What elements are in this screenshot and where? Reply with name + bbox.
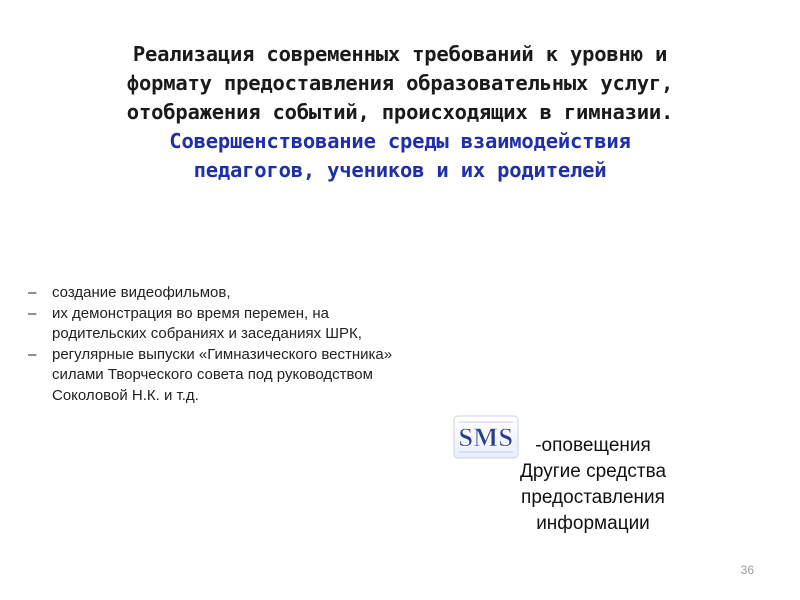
title-line-1: Реализация современных требований к уровню и [132,42,668,66]
sms-line-2: Другие средства [519,461,667,482]
sms-notice [500,433,686,537]
title-line-2: формату предоставления образовательных услуг, [126,71,674,95]
bullet-dash: – [28,284,37,301]
bullet-text: силами Творческого совета под руководством [52,366,373,383]
bullet-item [28,283,468,304]
bullet-text: создание видеофильмов, [52,284,231,301]
title-line-3: отображения событий, происходящих в гимназии. [126,100,674,124]
bullet-text: родительских собраниях и заседаниях ШРК, [52,325,362,342]
bullet-text: Соколовой Н.К. и т.д. [52,386,199,404]
sms-line-4: информации [536,513,650,534]
subtitle-line-1: Совершенствование среды взаимодействия [169,129,631,153]
subtitle-line-2: педагогов, учеников и их родителей [193,158,607,182]
page-number: 36 [740,563,754,577]
bullet-item [28,304,468,345]
bullet-item [28,345,468,407]
bullet-text: их демонстрация во время перемен, на [52,304,330,322]
bullet-dash: – [28,304,37,322]
sms-line-3: предоставления [521,487,665,508]
bullet-text: регулярные выпуски «Гимназического вестника» [52,345,393,363]
bullet-list [28,283,468,406]
sms-line-1: -оповещения [535,435,651,456]
sms-logo-text: SMS [458,423,514,452]
slide-title [20,40,780,185]
bullet-dash: – [28,345,37,363]
